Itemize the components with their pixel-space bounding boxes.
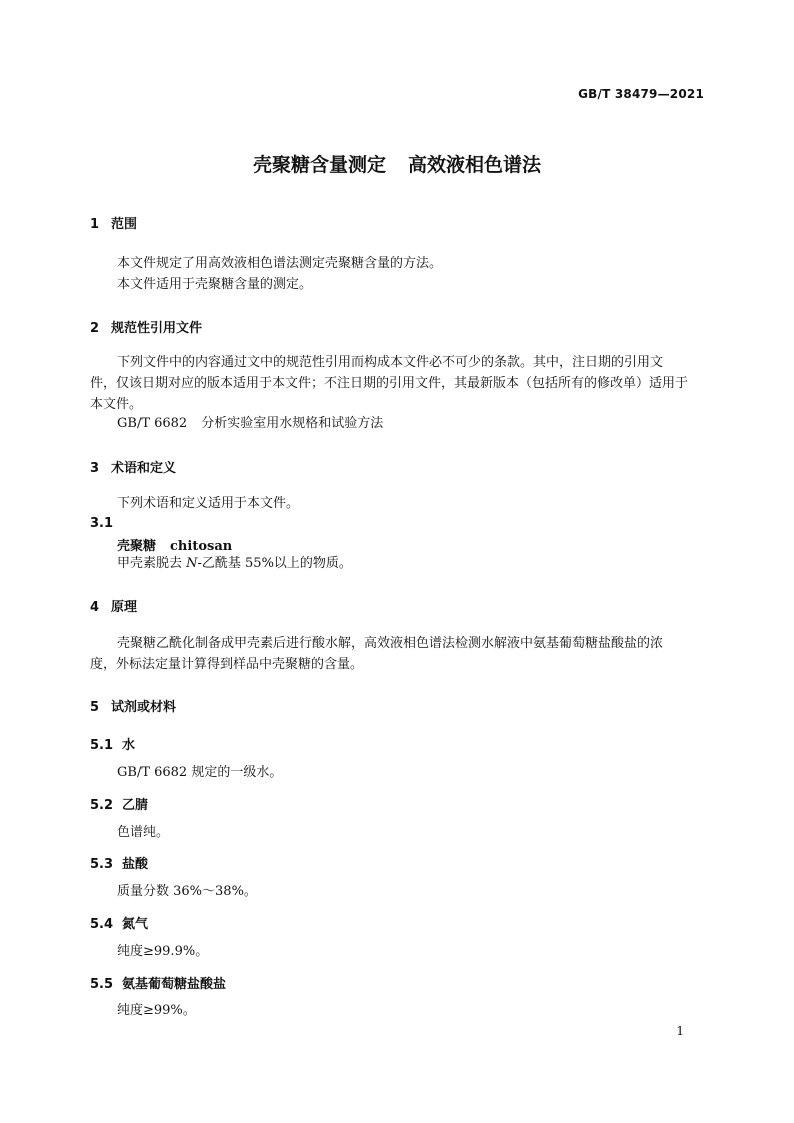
section-title: 范围 xyxy=(111,217,138,232)
subsection-5-5-heading xyxy=(90,973,226,992)
section-title: 术语和定义 xyxy=(111,461,177,476)
title-part-1: 壳聚糖含量测定 xyxy=(252,154,386,176)
subsection-5-4-heading xyxy=(90,913,148,932)
section-1-heading xyxy=(90,213,137,232)
section-number: 3 xyxy=(90,461,100,476)
normative-reference xyxy=(90,413,733,434)
subsection-5-4-text: 纯度≥99.9%。 xyxy=(117,944,209,959)
subsection-number: 5.3 xyxy=(90,857,114,872)
term-definition xyxy=(90,553,733,574)
reference-title: 分析实验室用水规格和试验方法 xyxy=(201,416,384,431)
term-number: 3.1 xyxy=(90,516,114,531)
section-2-paragraph xyxy=(90,352,706,415)
section-4-heading xyxy=(90,596,137,615)
section-4-paragraph xyxy=(90,633,706,675)
subsection-title: 乙腈 xyxy=(122,798,149,813)
subsection-5-2-text: 色谱纯。 xyxy=(117,825,170,840)
term-entry xyxy=(117,535,232,554)
definition-text: 甲壳素脱去 xyxy=(117,556,187,571)
paragraph-line: 度，外标法定量计算得到样品中壳聚糖的含量。 xyxy=(90,657,364,672)
subsection-title: 氮气 xyxy=(122,917,149,932)
subsection-number: 5.2 xyxy=(90,798,114,813)
paragraph-line: 下列文件中的内容通过文中的规范性引用而构成本文件必不可少的条款。其中，注日期的引用文 xyxy=(117,355,664,370)
section-5-heading xyxy=(90,696,176,715)
section-2-heading xyxy=(90,317,202,336)
reference-code: GB/T 6682 xyxy=(117,416,188,431)
subsection-5-5-text: 纯度≥99%。 xyxy=(117,1003,196,1018)
subsection-5-2-heading xyxy=(90,794,148,813)
subsection-title: 盐酸 xyxy=(122,857,149,872)
subsection-5-1-heading xyxy=(90,734,135,753)
term-english: chitosan xyxy=(170,539,233,554)
section-title: 原理 xyxy=(111,600,138,615)
subsection-number: 5.1 xyxy=(90,738,114,753)
section-3-heading xyxy=(90,457,176,476)
section-title: 规范性引用文件 xyxy=(111,321,203,336)
paragraph-line: 本文件。 xyxy=(90,397,143,412)
section-3-paragraph: 下列术语和定义适用于本文件。 xyxy=(117,496,300,511)
subsection-5-3-text: 质量分数 36%～38%。 xyxy=(117,884,257,899)
term-chinese: 壳聚糖 xyxy=(117,539,157,554)
subsection-number: 5.5 xyxy=(90,977,114,992)
definition-italic: N xyxy=(186,556,198,571)
definition-text: -乙酰基 55%以上的物质。 xyxy=(197,556,352,571)
subsection-title: 水 xyxy=(122,738,136,753)
section-number: 1 xyxy=(90,217,100,232)
title-part-2: 高效液相色谱法 xyxy=(408,154,542,176)
section-1-paragraph-1: 本文件规定了用高效液相色谱法测定壳聚糖含量的方法。 xyxy=(117,256,443,271)
paragraph-line: 件，仅该日期对应的版本适用于本文件；不注日期的引用文件，其最新版本（包括所有的修改单）适用于 xyxy=(90,376,689,391)
section-title: 试剂或材料 xyxy=(111,700,177,715)
paragraph-line: 壳聚糖乙酰化制备成甲壳素后进行酸水解，高效液相色谱法检测水解液中氨基葡萄糖盐酸盐的浓 xyxy=(117,636,664,651)
section-number: 2 xyxy=(90,321,100,336)
section-number: 5 xyxy=(90,700,100,715)
subsection-number: 5.4 xyxy=(90,917,114,932)
page-number: 1 xyxy=(676,1024,684,1038)
subsection-5-3-heading xyxy=(90,853,148,872)
subsection-5-1-text: GB/T 6682 规定的一级水。 xyxy=(117,765,283,780)
standard-code: GB/T 38479—2021 xyxy=(578,87,704,101)
section-number: 4 xyxy=(90,600,100,615)
subsection-title: 氨基葡萄糖盐酸盐 xyxy=(122,977,227,992)
document-title xyxy=(0,150,794,177)
section-1-paragraph-2: 本文件适用于壳聚糖含量的测定。 xyxy=(117,277,313,292)
